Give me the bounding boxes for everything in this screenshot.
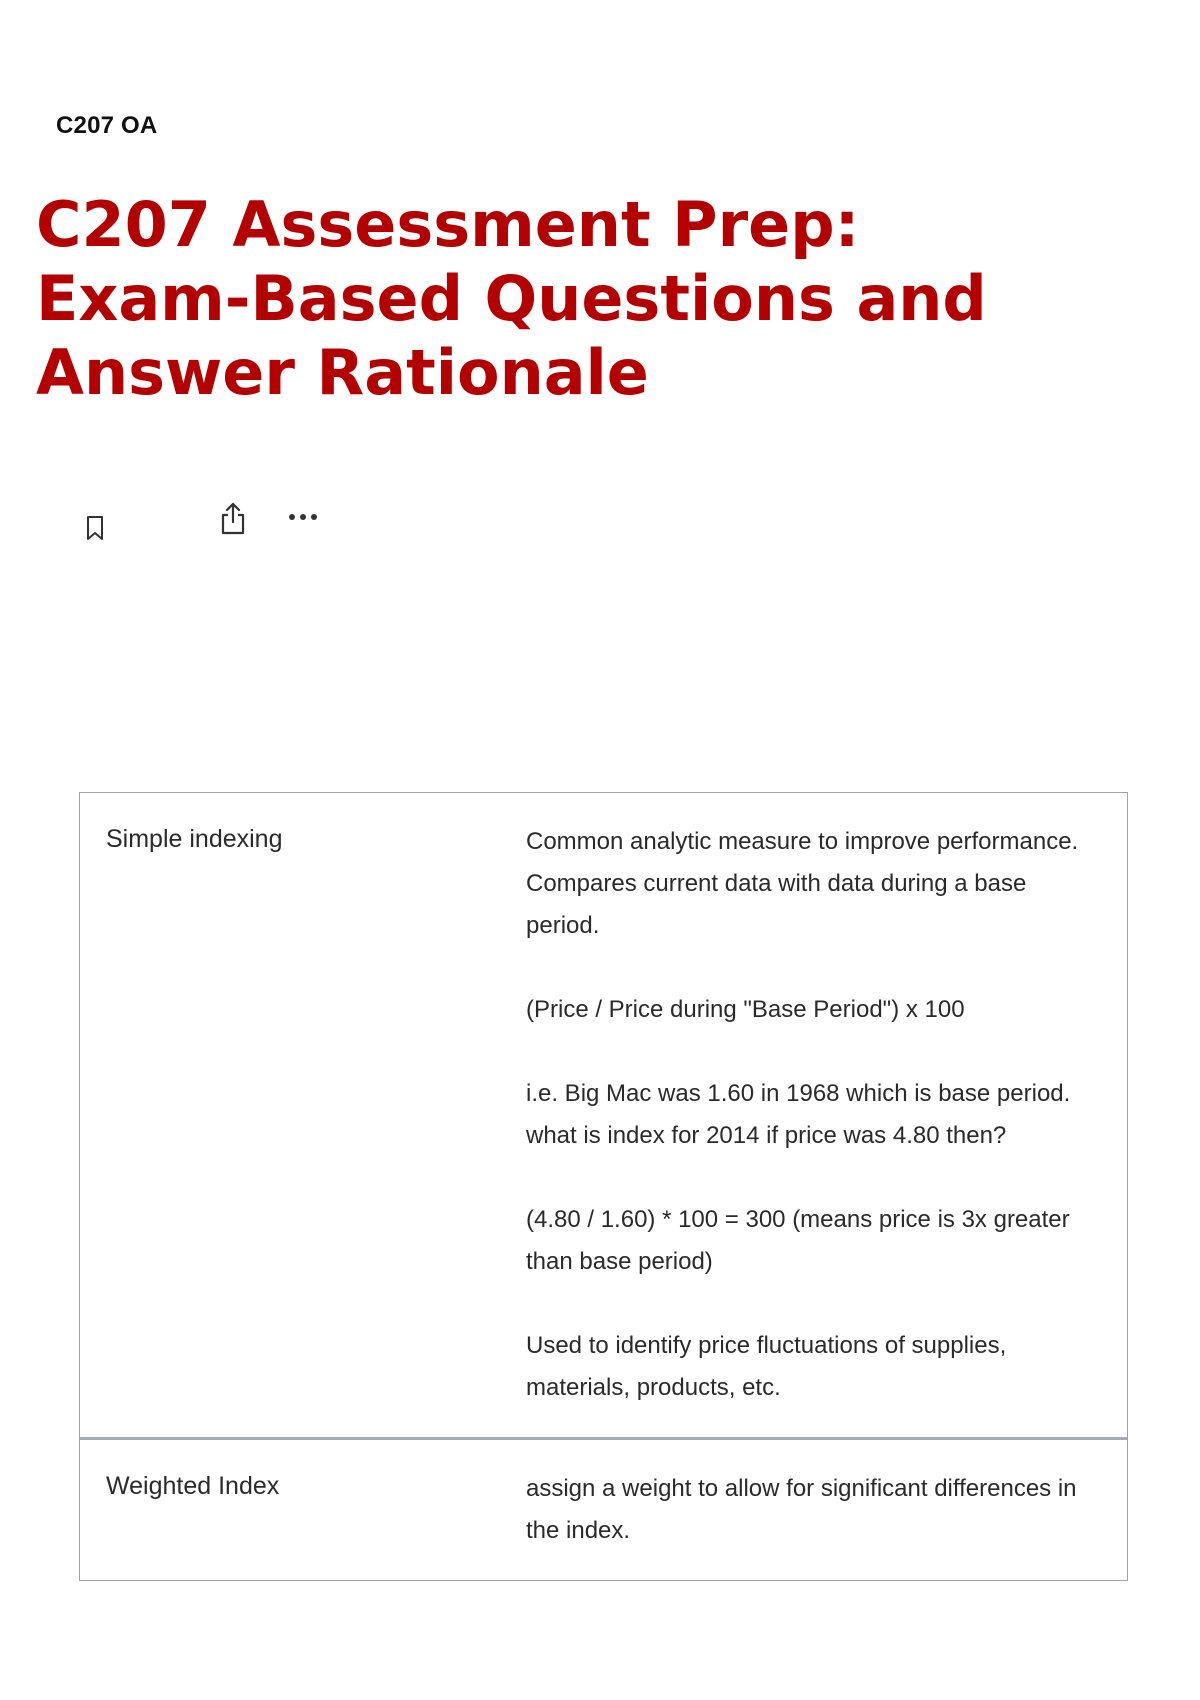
course-code: C207 OA: [56, 112, 158, 139]
share-icon[interactable]: [218, 500, 248, 536]
definition-text: (Price / Price during "Base Period") x 100: [526, 996, 965, 1023]
term-cell: Simple indexing: [106, 825, 283, 853]
terms-table: [79, 792, 1128, 1581]
definition-text: i.e. Big Mac was 1.60 in 1968 which is base period. what is index for 2014 if price was 4.80 then?: [526, 1080, 1071, 1149]
term-row: [80, 793, 1127, 1437]
term-row: [80, 1437, 1127, 1580]
definition-cell: [526, 1440, 1127, 1580]
page-title: C207 Assessment Prep: Exam-Based Questions and Answer Rationale: [36, 188, 987, 409]
more-options-icon[interactable]: [286, 510, 320, 524]
definition-cell: [526, 793, 1127, 1437]
toolbar: [0, 500, 400, 560]
term-cell: Weighted Index: [106, 1472, 280, 1500]
definition-text: Common analytic measure to improve performance. Compares current data with data during a base period.: [526, 828, 1079, 939]
definition-text: Used to identify price fluctuations of supplies, materials, products, etc.: [526, 1332, 1007, 1401]
definition-text: assign a weight to allow for significant differences in the index.: [526, 1475, 1077, 1544]
bookmark-icon[interactable]: [84, 514, 106, 542]
definition-text: (4.80 / 1.60) * 100 = 300 (means price is 3x greater than base period): [526, 1206, 1070, 1275]
